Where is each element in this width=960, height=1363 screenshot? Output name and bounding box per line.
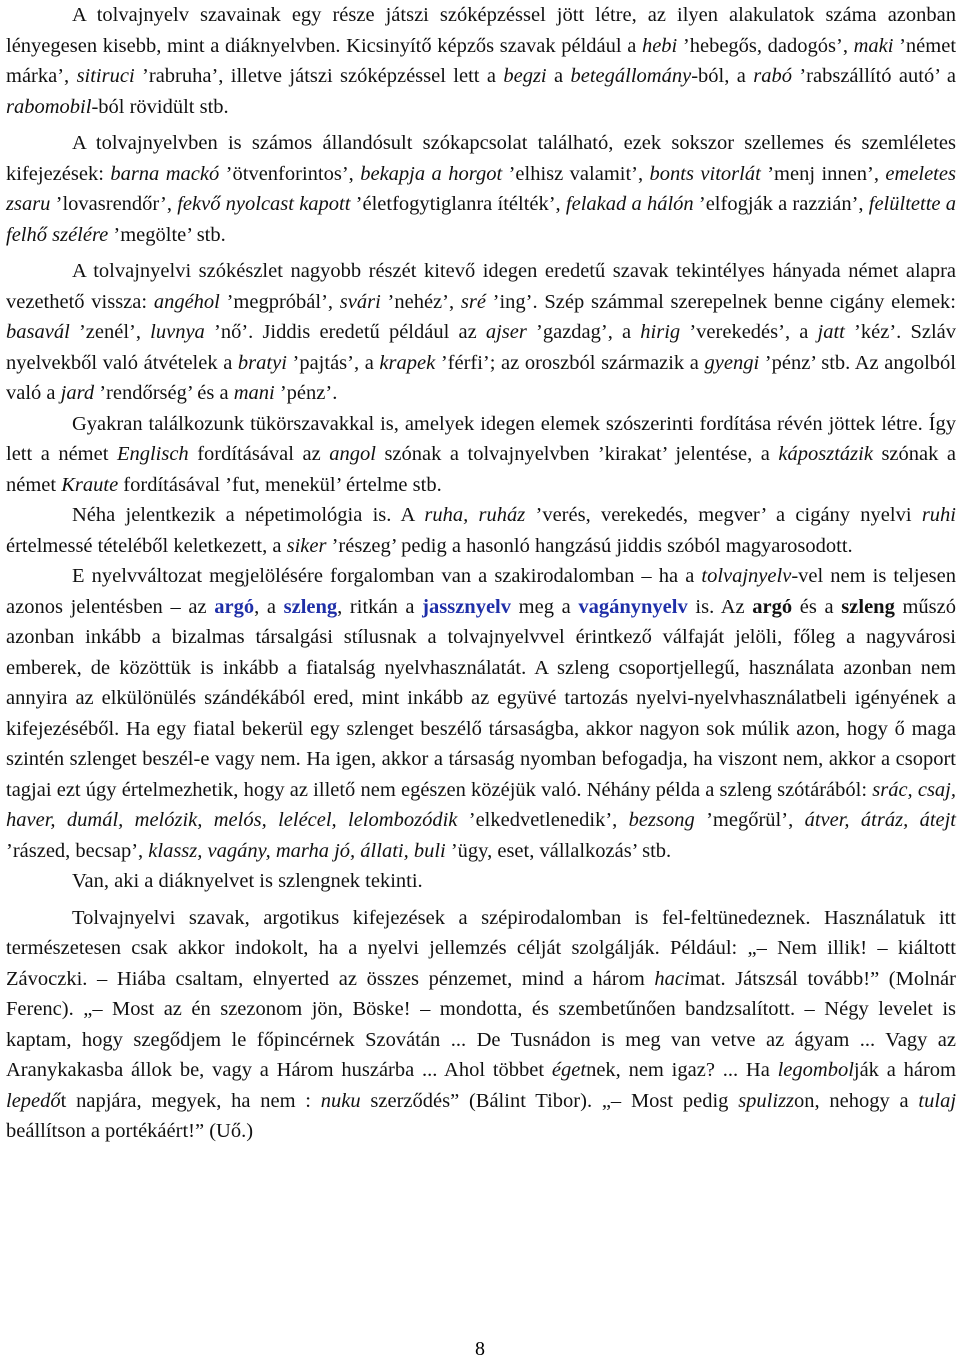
text-run: Gyakran találkozunk tükörszavakkal is, amelyek idegen elemek szószerinti fordítása révén jöttek létre. Így lett a német xyxy=(6,412,956,465)
document-page xyxy=(6,0,956,1147)
paragraph-1 xyxy=(6,0,956,122)
text-run: ’megpróbál’, xyxy=(219,290,340,313)
text-run: meg a xyxy=(511,595,579,618)
italic-term: bekapja a horgot xyxy=(360,162,503,185)
text-run: értelmessé tételéből keletkezett, a xyxy=(6,534,287,557)
text-run: A tolvajnyelvben is számos állandósult szókapcsolat található, ezek sokszor szellemes és szemléletes kifejezések: xyxy=(6,132,956,185)
italic-term: felültette a felhő szélére xyxy=(6,193,956,246)
italic-term: lepedő xyxy=(6,1089,61,1112)
text-run: Van, aki a diáknyelvet is szlengnek tekinti. xyxy=(72,870,423,892)
text-run: ’életfogytiglanra ítélték’, xyxy=(350,193,566,215)
text-run: is. Az xyxy=(687,595,753,618)
text-run: -ból, a xyxy=(691,65,754,87)
text-run: ’rászed, becsap’, xyxy=(6,839,149,862)
italic-term: maki xyxy=(853,34,894,57)
text-run: ’rendőrség’ és a xyxy=(94,382,234,404)
italic-term: basavál xyxy=(6,321,70,343)
paragraph-8 xyxy=(6,903,956,1147)
text-run: ’verekedés’, a xyxy=(680,321,818,343)
text-run: ’nehéz’, xyxy=(380,290,461,313)
text-run: ’német márka’, xyxy=(6,34,957,87)
text-run: műszó azonban inkább a bizalmas társalgási stílusnak a tolvajnyelvvel érintkező válfaját jelöli, főleg a nagyvárosi emberek, de közöttük is inkább a fiatalság nyelvhasználatát. A szleng csoportjellegű, használata azonban nem annyira az elkülönülés szándékából ered, mint inkább az együvé tartozás nyelvi-nyelvhasználatbeli igényének a kifejezéséből. Ha egy fiatal bekerül egy szlenget beszélő társaságba, akkor nagyon sok múlik azon, hogy ő maga szintén szlenget beszél-e vagy nem. Ha igen, akkor a társaság nyomban befogadja, ha viszont nem, akkor a csoport tagjai ezt úgy értelmezhetik, hogy az illető nem egészen közéjük való. Néhány példa a szleng szótárából: xyxy=(6,595,957,801)
italic-term: tolvajnyelv xyxy=(701,565,792,587)
text-run: ’pénz’ stb. Az angolból való a xyxy=(6,351,956,404)
italic-term: emeletes zsaru xyxy=(6,162,956,215)
text-run: szónak a tolvajnyelvben ’kirakat’ jelentése, a xyxy=(375,443,779,465)
page-number: 8 xyxy=(475,1338,485,1360)
text-run: E nyelvváltozat megjelölésére forgalomban van a szakirodalomban – ha a xyxy=(72,565,702,587)
text-run: ják a három xyxy=(853,1059,956,1081)
italic-term: jard xyxy=(60,382,95,404)
text-run: -ból rövidült stb. xyxy=(91,95,229,118)
italic-term: hirig xyxy=(640,321,681,343)
italic-term: éget xyxy=(551,1059,587,1081)
text-run: Néha jelentkezik a népetimológia is. A xyxy=(72,504,425,526)
text-run: Tolvajnyelvi szavak, argotikus kifejezések a szépirodalomban is fel-feltünedeznek. Használatuk itt természetesen csak akkor indokolt, ha a nyelvi jellemzés célját szolgálják. Például: „– Nem illik! – kiáltott Závoczki. – Hiába csaltam, elnyerted az összes pénzemet, mind a három xyxy=(6,906,956,990)
text-run: ’menj innen’, xyxy=(760,162,886,185)
text-run: fordításával az xyxy=(188,443,330,465)
italic-term: átver, átráz, átejt xyxy=(804,809,956,831)
italic-term: gyengi xyxy=(704,351,760,374)
italic-term: hebi xyxy=(641,34,678,57)
italic-term: jatt xyxy=(817,321,845,343)
keyword-term: vagánynyelv xyxy=(578,595,688,618)
italic-term: ruha, ruház xyxy=(424,504,526,526)
italic-term: Englisch xyxy=(116,443,189,465)
italic-term: spulizz xyxy=(738,1089,795,1112)
italic-term: klassz, vagány, marha jó, állati, buli xyxy=(148,839,446,862)
italic-term: Kraute xyxy=(61,473,119,496)
italic-term: angol xyxy=(329,443,376,465)
italic-term: felakad a hálón xyxy=(565,193,694,215)
italic-term: rabó xyxy=(753,65,792,87)
text-run: A tolvajnyelvi szókészlet nagyobb részét kitevő idegen eredetű szavak tekintélyes hányada német alapra vezethető vissza: xyxy=(6,260,956,313)
text-run: A tolvajnyelv szavainak egy része játszi szóképzéssel jött létre, az ilyen alakulatok száma azonban lényegesen kisebb, mint a diáknyelvben. Kicsinyítő képzős szavak például a xyxy=(6,4,956,57)
paragraph-3 xyxy=(6,256,956,409)
text-run: beállítson a portékáért!” (Uő.) xyxy=(6,1120,254,1142)
text-run: ’hebegős, dadogós’, xyxy=(677,34,854,57)
bold-term: argó xyxy=(752,595,793,618)
italic-term: legombol xyxy=(777,1059,854,1081)
paragraph-4 xyxy=(6,409,956,501)
italic-term: sré xyxy=(460,290,486,313)
italic-term: angéhol xyxy=(153,290,220,313)
text-run: ’rabszállító autó’ a xyxy=(791,65,957,87)
italic-term: barna mackó xyxy=(110,162,220,185)
text-run: nek, nem igaz? ... Ha xyxy=(586,1059,778,1081)
text-run: ’pajtás’, a xyxy=(286,351,380,374)
paragraph-6 xyxy=(6,561,956,866)
italic-term: haci xyxy=(654,967,690,990)
text-run: ’ötvenforintos’, xyxy=(219,162,361,185)
paragraph-2 xyxy=(6,128,956,250)
text-run: ’megőrül’, xyxy=(694,809,805,831)
text-run: ’rabruha’, illetve játszi szóképzéssel lett a xyxy=(134,65,504,87)
italic-term: svári xyxy=(339,290,381,313)
italic-term: nuku xyxy=(320,1089,361,1112)
text-run: és a xyxy=(792,595,842,618)
italic-term: siker xyxy=(286,534,327,557)
italic-term: srác, csaj, haver, dumál, melózik, melós, lelécel, lelombozódik xyxy=(6,778,956,831)
text-run: ’pénz’. xyxy=(274,382,338,404)
text-run: ’lovasrendőr’, xyxy=(50,193,178,215)
text-run: szerződés” (Bálint Tibor). „– Most pedig xyxy=(360,1089,739,1112)
text-run: , a xyxy=(254,595,284,618)
keyword-term: szleng xyxy=(283,595,338,618)
text-run: ’elhisz valamit’, xyxy=(502,162,650,185)
text-run: ’nő’. Jiddis eredetű például az xyxy=(204,321,486,343)
text-run: ’kéz’. Szláv nyelvekből való átvételek a xyxy=(6,321,956,374)
italic-term: rabomobil xyxy=(6,95,92,118)
italic-term: bratyi xyxy=(237,351,287,374)
italic-term: bonts vitorlát xyxy=(649,162,761,185)
italic-term: betegállomány xyxy=(570,65,692,87)
italic-term: ruhi xyxy=(921,504,956,526)
text-run: a xyxy=(546,65,571,87)
paragraph-5 xyxy=(6,500,956,561)
text-run: ’gazdag’, a xyxy=(526,321,641,343)
text-run: ’ing’. Szép számmal szerepelnek benne cigány elemek: xyxy=(485,290,956,313)
italic-term: ajser xyxy=(485,321,527,343)
italic-term: fekvő nyolcast kapott xyxy=(177,193,351,215)
text-run: mat. Játszsál tovább!” (Molnár Ferenc). „– Most az én szezonom jön, Böske! – mondotta, és szembetűnően bandzsalított. – Négy levelet is kaptam, hogy szegődjem le főpincérnek Szovátán ... De Tusnádon is meg van vetve az ágyam ... Vagy az Aranykakasba állok be, vagy a Három huszárba ... Ahol többet xyxy=(6,967,956,1081)
keyword-term: jassznyelv xyxy=(422,595,511,618)
text-run: t napjára, megyek, ha nem : xyxy=(60,1089,321,1112)
italic-term: luvnya xyxy=(150,321,205,343)
text-run: -vel nem is teljesen azonos jelentésben – az xyxy=(6,565,956,618)
italic-term: krapek xyxy=(379,351,436,374)
text-run: ’zenél’, xyxy=(69,321,151,343)
text-run: ’férfi’; az oroszból származik a xyxy=(435,351,705,374)
italic-term: káposztázik xyxy=(778,443,873,465)
text-run: , ritkán a xyxy=(337,595,423,618)
italic-term: mani xyxy=(233,382,275,404)
text-run: on, nehogy a xyxy=(794,1089,919,1112)
text-run: ’megölte’ stb. xyxy=(108,223,226,246)
text-run: ’ügy, eset, vállalkozás’ stb. xyxy=(445,839,672,862)
text-run: ’elkedvetlenedik’, xyxy=(457,809,629,831)
italic-term: tulaj xyxy=(918,1089,957,1112)
keyword-term: argó xyxy=(214,595,255,618)
bold-term: szleng xyxy=(841,595,895,618)
text-run: szónak a német xyxy=(6,443,957,496)
italic-term: bezsong xyxy=(628,809,695,831)
paragraph-7 xyxy=(6,866,956,897)
text-run: fordításával ’fut, menekül’ értelme stb. xyxy=(118,473,442,496)
text-run: ’elfogják a razzián’, xyxy=(693,193,869,215)
text-run: ’verés, verekedés, megver’ a cigány nyelvi xyxy=(525,504,922,526)
italic-term: begzi xyxy=(503,65,547,87)
italic-term: sitiruci xyxy=(76,65,135,87)
text-run: ’részeg’ pedig a hasonló hangzású jiddis szóból magyarosodott. xyxy=(326,534,853,557)
